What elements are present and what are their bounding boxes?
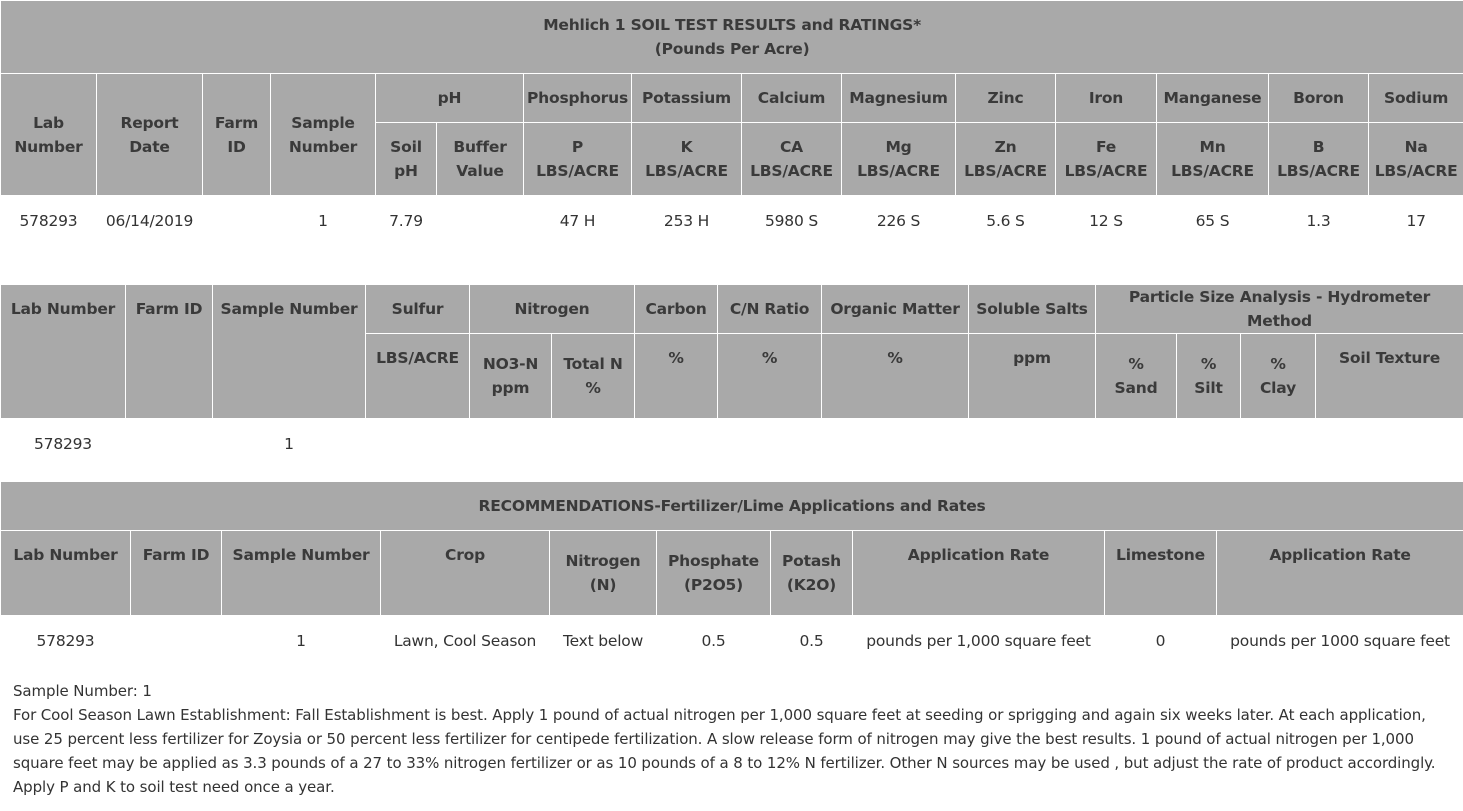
col-header-calcium: Calcium bbox=[742, 74, 842, 123]
subheader-soil-texture: Soil Texture bbox=[1316, 334, 1463, 419]
recommendation-note bbox=[13, 679, 1453, 799]
col-header-farm-id: Farm ID bbox=[203, 74, 271, 196]
cell-limestone: 0 bbox=[1155, 632, 1166, 650]
cell-crop: Lawn, Cool Season bbox=[393, 632, 537, 650]
col-header-lab-number: Lab Number bbox=[1, 531, 131, 616]
cell-sodium: 17 bbox=[1406, 212, 1426, 230]
soil-test-title: Mehlich 1 SOIL TEST RESULTS and RATINGS* (Pounds Per Acre) bbox=[1, 1, 1463, 74]
col-header-phosphorus: Phosphorus bbox=[524, 74, 632, 123]
col-header-potassium: Potassium bbox=[632, 74, 742, 123]
cell-farm-id bbox=[131, 616, 222, 667]
col-header-application-rate-lime: Application Rate bbox=[1217, 531, 1463, 616]
col-header-cn-ratio: C/N Ratio bbox=[718, 285, 822, 334]
col-header-nitrogen: Nitrogen bbox=[470, 285, 635, 334]
cell-iron: 12 S bbox=[1089, 212, 1123, 230]
cell-calcium: 5980 S bbox=[764, 212, 818, 230]
cell-sample-number: 1 bbox=[296, 632, 306, 650]
cell-potassium: 253 H bbox=[663, 212, 710, 230]
subheader-clay: % Clay bbox=[1241, 334, 1316, 419]
subheader-sulfur-unit: LBS/ACRE bbox=[366, 334, 470, 419]
cell-sample-number: 1 bbox=[318, 212, 328, 230]
col-header-phosphate: Phosphate (P2O5) bbox=[657, 531, 771, 616]
col-header-zinc: Zinc bbox=[956, 74, 1056, 123]
subheader-fe: Fe LBS/ACRE bbox=[1056, 123, 1157, 196]
cell-soil-ph: 7.79 bbox=[389, 212, 423, 230]
col-header-sodium: Sodium bbox=[1369, 74, 1463, 123]
cell-nitrogen: Text below bbox=[562, 632, 644, 650]
col-header-boron: Boron bbox=[1269, 74, 1369, 123]
subheader-carbon-unit: % bbox=[635, 334, 718, 419]
recommendations-title: RECOMMENDATIONS-Fertilizer/Lime Applications and Rates bbox=[1, 482, 1463, 531]
col-header-lab-number: Lab Number bbox=[1, 285, 126, 419]
table-row bbox=[1, 196, 1463, 247]
col-header-potash: Potash (K2O) bbox=[771, 531, 853, 616]
secondary-analysis-table bbox=[0, 284, 1463, 469]
subheader-zn: Zn LBS/ACRE bbox=[956, 123, 1056, 196]
subheader-no3n: NO3-N ppm bbox=[470, 334, 552, 419]
cell-phosphorus: 47 H bbox=[559, 212, 596, 230]
col-header-organic-matter: Organic Matter bbox=[822, 285, 969, 334]
col-header-sulfur: Sulfur bbox=[366, 285, 470, 334]
subheader-ca: CA LBS/ACRE bbox=[742, 123, 842, 196]
table-row bbox=[1, 419, 1463, 470]
col-header-sample-number: Sample Number bbox=[222, 531, 381, 616]
col-header-magnesium: Magnesium bbox=[842, 74, 956, 123]
col-header-limestone: Limestone bbox=[1105, 531, 1217, 616]
subheader-mn: Mn LBS/ACRE bbox=[1157, 123, 1269, 196]
col-header-ph: pH bbox=[376, 74, 524, 123]
note-sample-number: Sample Number: 1 bbox=[13, 682, 152, 700]
col-header-report-date: Report Date bbox=[97, 74, 203, 196]
cell-lab-number: 578293 bbox=[36, 632, 95, 650]
col-header-nitrogen: Nitrogen (N) bbox=[550, 531, 657, 616]
col-header-sample-number: Sample Number bbox=[213, 285, 366, 419]
cell-sample-number: 1 bbox=[284, 435, 294, 453]
col-header-manganese: Manganese bbox=[1157, 74, 1269, 123]
subheader-soil-ph: Soil pH bbox=[376, 123, 437, 196]
col-header-soluble-salts: Soluble Salts bbox=[969, 285, 1096, 334]
col-header-farm-id: Farm ID bbox=[126, 285, 213, 419]
cell-farm-id bbox=[126, 419, 213, 470]
note-text: For Cool Season Lawn Establishment: Fall Establishment is best. Apply 1 pound of actual nitrogen per 1,000 square feet at seeding or sprigging and again six weeks later. At each application, use 25 percent less fertilizer for Zoysia or 50 percent less fertilizer for centipede fertilization. A slow release form of nitrogen may give the best results. 1 pound of actual nitrogen per 1,000 square feet may be applied as 3.3 pounds of a 27 to 33% nitrogen fertilizer or as 10 pounds of a 8 to 12% N fertilizer. Other N sources may be used , but adjust the rate of product accordingly. Apply P and K to soil test need once a year. bbox=[13, 706, 1436, 796]
subheader-cn-unit: % bbox=[718, 334, 822, 419]
cell-farm-id bbox=[203, 196, 271, 247]
cell-lab-number: 578293 bbox=[19, 212, 78, 230]
col-header-sample-number: Sample Number bbox=[271, 74, 376, 196]
cell-potash: 0.5 bbox=[799, 632, 824, 650]
cell-boron: 1.3 bbox=[1306, 212, 1331, 230]
col-header-farm-id: Farm ID bbox=[131, 531, 222, 616]
cell-report-date: 06/14/2019 bbox=[105, 212, 194, 230]
cell-manganese: 65 S bbox=[1195, 212, 1230, 230]
cell-application-rate-lime: pounds per 1000 square feet bbox=[1230, 632, 1450, 650]
table-row bbox=[1, 616, 1463, 667]
subheader-buffer-value: Buffer Value bbox=[437, 123, 524, 196]
cell-lab-number: 578293 bbox=[34, 435, 92, 453]
cell-application-rate: pounds per 1,000 square feet bbox=[866, 632, 1091, 650]
subheader-om-unit: % bbox=[822, 334, 969, 419]
cell-phosphate: 0.5 bbox=[701, 632, 726, 650]
col-header-carbon: Carbon bbox=[635, 285, 718, 334]
col-header-application-rate: Application Rate bbox=[853, 531, 1105, 616]
col-header-iron: Iron bbox=[1056, 74, 1157, 123]
subheader-na: Na LBS/ACRE bbox=[1369, 123, 1463, 196]
subheader-mg: Mg LBS/ACRE bbox=[842, 123, 956, 196]
subheader-b: B LBS/ACRE bbox=[1269, 123, 1369, 196]
recommendations-table bbox=[0, 481, 1463, 666]
subheader-total-n: Total N % bbox=[552, 334, 635, 419]
col-header-crop: Crop bbox=[381, 531, 550, 616]
cell-buffer-value bbox=[437, 196, 524, 247]
cell-magnesium: 226 S bbox=[876, 212, 921, 230]
col-header-particle-size: Particle Size Analysis - Hydrometer Method bbox=[1096, 285, 1463, 334]
subheader-k: K LBS/ACRE bbox=[632, 123, 742, 196]
subheader-silt: % Silt bbox=[1177, 334, 1241, 419]
subheader-p: P LBS/ACRE bbox=[524, 123, 632, 196]
cell-zinc: 5.6 S bbox=[986, 212, 1025, 230]
soil-test-results-table bbox=[0, 0, 1463, 246]
subheader-salts-unit: ppm bbox=[969, 334, 1096, 419]
col-header-lab-number: Lab Number bbox=[1, 74, 97, 196]
subheader-sand: % Sand bbox=[1096, 334, 1177, 419]
